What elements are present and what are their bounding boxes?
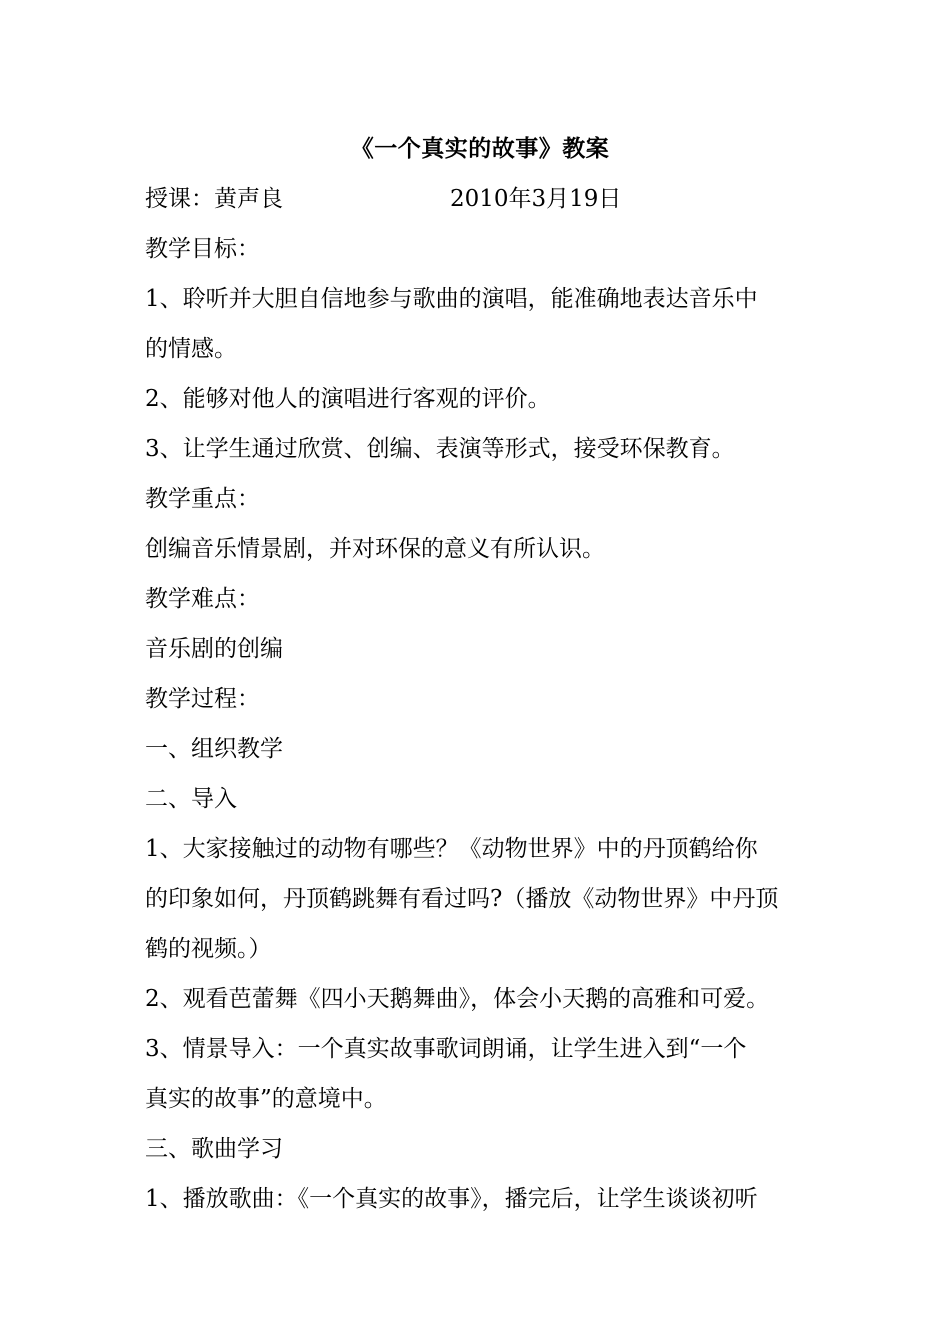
paragraph-line: 的情感。 [145, 336, 237, 362]
paragraph-line: 2、能够对他人的演唱进行客观的评价。 [145, 386, 551, 412]
paragraph-line: 一、组织教学 [145, 736, 283, 762]
paragraph-line: 3、让学生通过欣赏、创编、表演等形式，接受环保教育。 [145, 436, 735, 462]
paragraph-line: 教学过程： [145, 686, 260, 712]
paragraph-line: 真实的故事”的意境中。 [145, 1086, 387, 1112]
paragraph-line: 三、歌曲学习 [145, 1136, 283, 1162]
paragraph-line: 1、大家接触过的动物有哪些？《动物世界》中的丹顶鹤给你 [145, 836, 758, 862]
paragraph-line: 音乐剧的创编 [145, 636, 283, 662]
paragraph-line: 二、导入 [145, 786, 237, 812]
document-title: 《一个真实的故事》教案 [350, 135, 610, 162]
paragraph-line: 教学目标： [145, 236, 260, 262]
paragraph-line: 1、聆听并大胆自信地参与歌曲的演唱，能准确地表达音乐中 [145, 286, 758, 312]
paragraph-line: 2、观看芭蕾舞《四小天鹅舞曲》，体会小天鹅的高雅和可爱。 [145, 986, 770, 1012]
teacher-date-row [145, 174, 815, 224]
lesson-date: 2010年3月19日 [450, 186, 622, 212]
paragraph-line: 创编音乐情景剧，并对环保的意义有所认识。 [145, 536, 605, 562]
paragraph-line: 鹤的视频。） [145, 936, 272, 962]
paragraph-line: 3、情景导入：一个真实故事歌词朗诵，让学生进入到“一个 [145, 1036, 747, 1062]
paragraph-line: 的印象如何，丹顶鹤跳舞有看过吗?（播放《动物世界》中丹顶 [145, 886, 779, 912]
teacher-name: 授课：黄声良 [145, 186, 283, 212]
paragraph-line: 1、播放歌曲：《一个真实的故事》，播完后，让学生谈谈初听 [145, 1186, 758, 1212]
paragraph-line: 教学难点： [145, 586, 260, 612]
paragraph-line: 教学重点： [145, 486, 260, 512]
document-body [145, 124, 815, 1224]
